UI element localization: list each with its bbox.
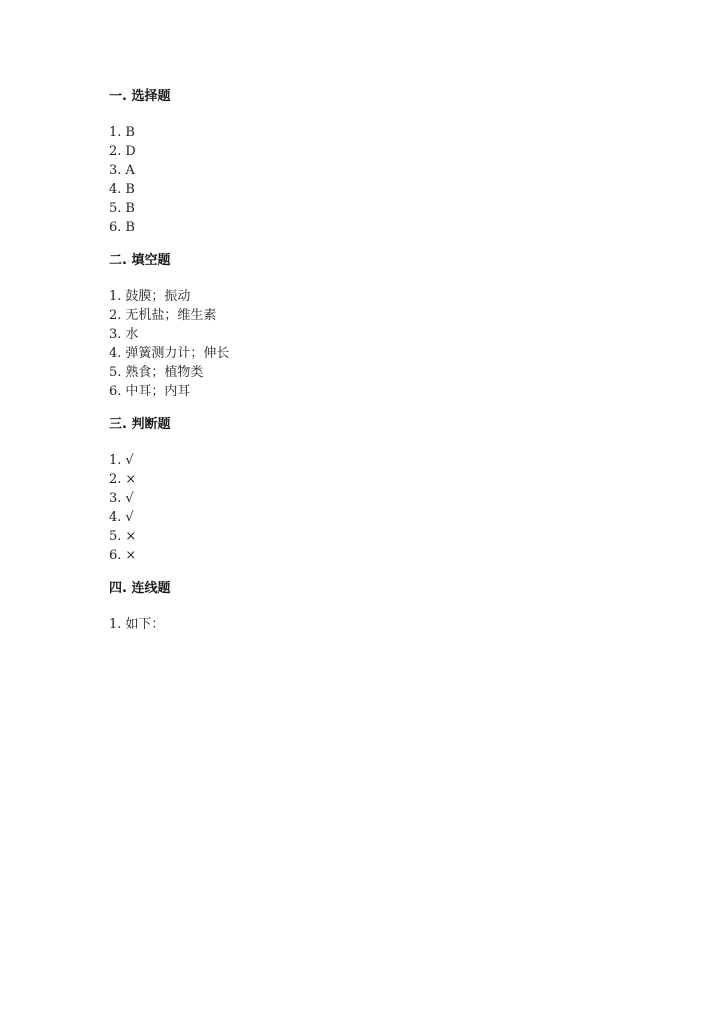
- answer-text: A: [125, 163, 135, 178]
- section-title: 二. 填空题: [109, 253, 171, 268]
- answer-text: √: [125, 491, 134, 506]
- answer-number: 1.: [109, 289, 122, 304]
- answer-item: [109, 546, 629, 565]
- answer-item: [109, 306, 629, 325]
- answer-item: [109, 199, 629, 218]
- section-multiple-choice: [109, 88, 629, 237]
- answer-item: [109, 161, 629, 180]
- answer-text: 弹簧测力计；伸长: [125, 346, 230, 361]
- answer-number: 5.: [109, 201, 122, 216]
- answer-item: [109, 508, 629, 527]
- answer-text: 如下：: [125, 617, 165, 632]
- answer-text: B: [125, 125, 135, 140]
- section-title: 四. 连线题: [109, 581, 171, 596]
- answer-item: [109, 382, 629, 401]
- answer-list: [109, 123, 629, 237]
- answer-item: [109, 527, 629, 546]
- answer-sheet: [109, 88, 629, 649]
- answer-number: 4.: [109, 510, 122, 525]
- answer-number: 4.: [109, 182, 122, 197]
- answer-item: [109, 615, 629, 634]
- answer-number: 6.: [109, 548, 122, 563]
- answer-list: [109, 615, 629, 634]
- answer-number: 4.: [109, 346, 122, 361]
- answer-text: 水: [125, 327, 139, 342]
- answer-item: [109, 363, 629, 382]
- answer-number: 2.: [109, 308, 122, 323]
- answer-number: 6.: [109, 220, 122, 235]
- answer-item: [109, 287, 629, 306]
- answer-number: 3.: [109, 491, 122, 506]
- answer-item: [109, 325, 629, 344]
- answer-number: 3.: [109, 327, 122, 342]
- answer-text: ×: [125, 548, 137, 563]
- answer-text: 中耳；内耳: [125, 384, 191, 399]
- answer-number: 2.: [109, 144, 122, 159]
- answer-text: B: [125, 182, 135, 197]
- section-title: 一. 选择题: [109, 89, 171, 104]
- answer-list: [109, 287, 629, 401]
- answer-text: 无机盐；维生素: [125, 308, 217, 323]
- answer-number: 3.: [109, 163, 122, 178]
- answer-text: 鼓膜；振动: [125, 289, 191, 304]
- answer-number: 1.: [109, 617, 122, 632]
- answer-number: 1.: [109, 125, 122, 140]
- answer-text: B: [125, 220, 135, 235]
- answer-item: [109, 123, 629, 142]
- section-fill-in-blank: [109, 252, 629, 401]
- answer-number: 2.: [109, 472, 122, 487]
- answer-text: D: [125, 144, 136, 159]
- answer-text: √: [125, 453, 134, 468]
- answer-item: [109, 218, 629, 237]
- section-true-false: [109, 416, 629, 565]
- answer-text: 熟食；植物类: [125, 365, 204, 380]
- answer-item: [109, 180, 629, 199]
- answer-text: B: [125, 201, 135, 216]
- answer-number: 5.: [109, 529, 122, 544]
- section-title: 三. 判断题: [109, 417, 171, 432]
- answer-item: [109, 344, 629, 363]
- answer-text: ×: [125, 529, 137, 544]
- answer-item: [109, 142, 629, 161]
- section-matching: [109, 580, 629, 634]
- answer-text: √: [125, 510, 134, 525]
- answer-list: [109, 451, 629, 565]
- answer-text: ×: [125, 472, 137, 487]
- answer-item: [109, 489, 629, 508]
- answer-number: 5.: [109, 365, 122, 380]
- answer-item: [109, 470, 629, 489]
- answer-item: [109, 451, 629, 470]
- answer-number: 1.: [109, 453, 122, 468]
- answer-number: 6.: [109, 384, 122, 399]
